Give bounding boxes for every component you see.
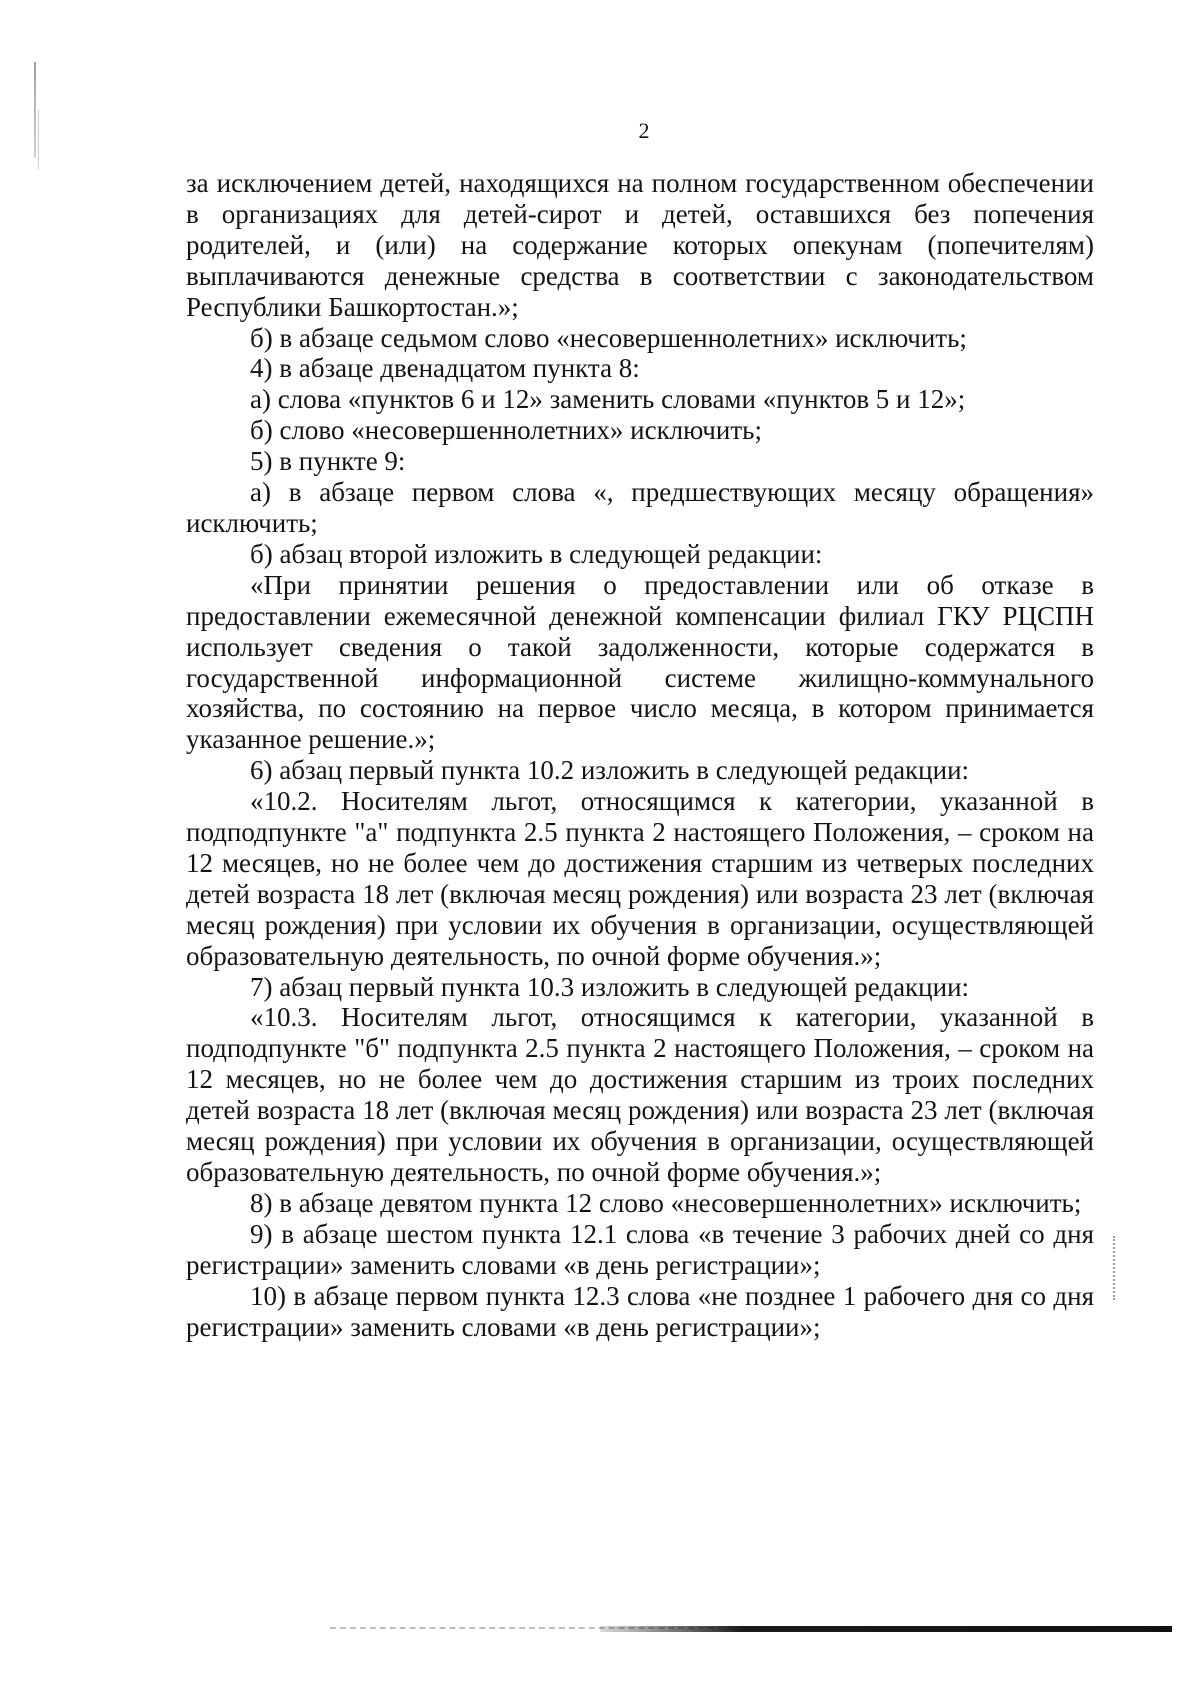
scan-artifact-right	[1113, 1236, 1116, 1300]
paragraph: «При принятии решения о предоставлении или об отказе в предоставлении ежемесячной денежной компенсации филиал ГКУ РЦСПН использует сведения о такой задолженности, которые содержатся в государственной информационной системе жилищно-коммунального хозяйства, по состоянию на первое число месяца, в котором принимается указанное решение.»;	[186, 569, 1094, 755]
paragraph: б) абзац второй изложить в следующей редакции:	[250, 538, 823, 569]
scan-artifact-bottom-bar	[600, 1626, 1172, 1632]
paragraph: 5) в пункте 9:	[250, 446, 406, 477]
paragraph: 8) в абзаце девятом пункта 12 слово «несовершеннолетних» исключить;	[250, 1187, 1082, 1218]
paragraph: б) слово «несовершеннолетних» исключить;	[250, 415, 762, 446]
paragraph: а) слова «пунктов 6 и 12» заменить словами «пунктов 5 и 12»;	[250, 384, 966, 415]
paragraph: 10) в абзаце первом пункта 12.3 слова «не позднее 1 рабочего дня со дня регистрации» заменить словами «в день регистрации»;	[186, 1280, 1094, 1342]
paragraph: 4) в абзаце двенадцатом пункта 8:	[250, 353, 640, 384]
paragraph: «10.2. Носителям льгот, относящимся к категории, указанной в подподпункте "а" подпункта 2.5 пункта 2 настоящего Положения, – сроком на 12 месяцев, но не более чем до достижения старшим из четверых последних детей возраста 18 лет (включая месяц рождения) или возраста 23 лет (включая месяц рождения) при условии их обучения в организации, осуществляющей образовательную деятельность, по очной форме обучения.»;	[186, 786, 1094, 971]
page-number-text: 2	[638, 118, 650, 143]
paragraph: «10.3. Носителям льгот, относящимся к категории, указанной в подподпункте "б" подпункта 2.5 пункта 2 настоящего Положения, – сроком на 12 месяцев, но не более чем до достижения старшим из троих последних детей возраста 18 лет (включая месяц рождения) или возраста 23 лет (включая месяц рождения) при условии их обучения в организации, осуществляющей образовательную деятельность, по очной форме обучения.»;	[186, 1002, 1094, 1187]
paragraph: а) в абзаце первом слова «, предшествующих месяцу обращения» исключить;	[186, 477, 1094, 538]
page-number	[0, 118, 1200, 144]
paragraph: 6) абзац первый пункта 10.2 изложить в следующей редакции:	[250, 755, 970, 786]
paragraph: за исключением детей, находящихся на полном государственном обеспечении в организациях для детей-сирот и детей, оставшихся без попечения родителей, и (или) на содержание которых опекунам (попечителям) выплачиваются денежные средства в соответствии с законодательством Республики Башкортостан.»;	[186, 168, 1094, 322]
paragraph: б) в абзаце седьмом слово «несовершеннолетних» исключить;	[250, 322, 967, 353]
document-body	[186, 168, 1094, 1342]
paragraph: 7) абзац первый пункта 10.3 изложить в следующей редакции:	[250, 971, 970, 1002]
paragraph: 9) в абзаце шестом пункта 12.1 слова «в течение 3 рабочих дней со дня регистрации» заменить словами «в день регистрации»;	[186, 1218, 1094, 1280]
